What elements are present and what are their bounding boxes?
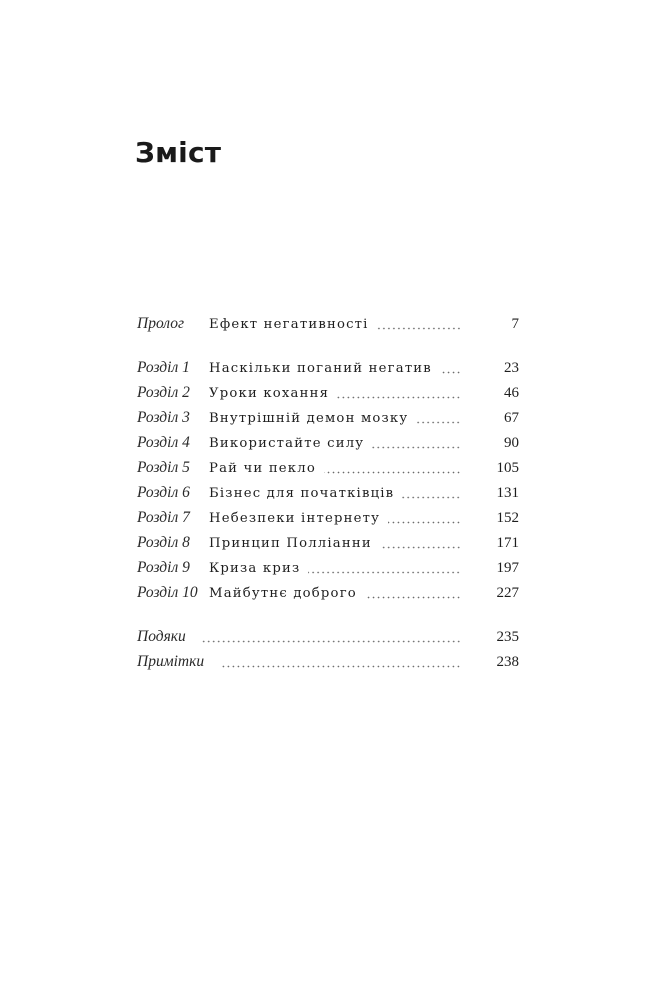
toc-entry-page: 90 — [504, 435, 519, 451]
toc-entry-label: Розділ 6 — [137, 484, 190, 501]
toc-entry-chapter-9[interactable] — [137, 555, 519, 580]
toc-leader-dots — [357, 583, 467, 608]
toc-entry-title: Криза криз — [209, 561, 301, 576]
toc-entry-label: Примітки — [137, 653, 205, 670]
toc-leader-dots — [369, 314, 467, 339]
toc-entry-label: Розділ 7 — [137, 509, 190, 526]
toc-entry-chapter-8[interactable] — [137, 530, 519, 555]
toc-leader-dots — [380, 508, 467, 533]
toc-entry-page: 171 — [496, 535, 519, 551]
toc-backmatter-group — [137, 624, 519, 674]
toc-leader-dots — [316, 458, 467, 483]
toc-entry-chapter-5[interactable] — [137, 455, 519, 480]
toc-entry-title: Ефект негативності — [209, 317, 369, 332]
toc-entry-chapter-2[interactable] — [137, 380, 519, 405]
toc-entry-chapter-4[interactable] — [137, 430, 519, 455]
toc-entry-label: Розділ 3 — [137, 409, 190, 426]
toc-entry-acknowledgements[interactable] — [137, 624, 519, 649]
toc-entry-label: Розділ 1 — [137, 359, 190, 376]
toc-entry-label: Розділ 9 — [137, 559, 190, 576]
toc-leader-dots — [364, 433, 467, 458]
toc-entry-page: 197 — [496, 560, 519, 576]
toc-entry-prologue[interactable] — [137, 311, 519, 336]
toc-entry-page: 235 — [496, 629, 519, 645]
toc-entry-label: Пролог — [137, 315, 185, 332]
toc-entry-label: Розділ 2 — [137, 384, 190, 401]
toc-entry-title: Принцип Полліанни — [209, 536, 372, 551]
toc-entry-label: Розділ 10 — [137, 584, 198, 601]
toc-prologue-group — [137, 311, 519, 336]
toc-entry-chapter-7[interactable] — [137, 505, 519, 530]
toc-entry-label: Розділ 8 — [137, 534, 190, 551]
toc-entry-title: Небезпеки інтернету — [209, 511, 381, 526]
toc-entry-title: Використайте силу — [209, 436, 365, 451]
toc-entry-title: Уроки кохання — [209, 386, 330, 401]
toc-entry-label: Розділ 4 — [137, 434, 190, 451]
toc-entry-notes[interactable] — [137, 649, 519, 674]
toc-entry-title: Внутрішній демон мозку — [209, 411, 409, 426]
toc-entry-label: Подяки — [137, 628, 186, 645]
toc-entry-title: Майбутнє доброго — [209, 586, 357, 601]
toc-entry-title: Наскільки поганий негатив — [209, 361, 432, 376]
table-of-contents — [137, 311, 519, 674]
toc-entry-page: 23 — [504, 360, 519, 376]
toc-leader-dots — [212, 652, 467, 677]
toc-leader-dots — [408, 408, 467, 433]
toc-entry-page: 152 — [496, 510, 519, 526]
toc-entry-chapter-1[interactable] — [137, 355, 519, 380]
toc-entry-page: 227 — [496, 585, 519, 601]
page-title: Зміст — [135, 136, 222, 169]
toc-entry-page: 46 — [504, 385, 519, 401]
toc-entry-title: Бізнес для початківців — [209, 486, 395, 501]
toc-entry-chapter-6[interactable] — [137, 480, 519, 505]
toc-entry-chapter-3[interactable] — [137, 405, 519, 430]
toc-leader-dots — [432, 358, 467, 383]
toc-entry-title: Рай чи пекло — [209, 461, 316, 476]
toc-leader-dots — [329, 383, 467, 408]
toc-entry-page: 7 — [511, 316, 519, 332]
toc-entry-page: 67 — [504, 410, 519, 426]
toc-chapters-group — [137, 355, 519, 605]
toc-entry-page: 105 — [496, 460, 519, 476]
toc-leader-dots — [300, 558, 467, 583]
toc-leader-dots — [194, 627, 467, 652]
toc-leader-dots — [372, 533, 467, 558]
toc-entry-page: 238 — [496, 654, 519, 670]
toc-leader-dots — [394, 483, 467, 508]
toc-entry-page: 131 — [496, 485, 519, 501]
toc-entry-chapter-10[interactable] — [137, 580, 519, 605]
toc-entry-label: Розділ 5 — [137, 459, 190, 476]
